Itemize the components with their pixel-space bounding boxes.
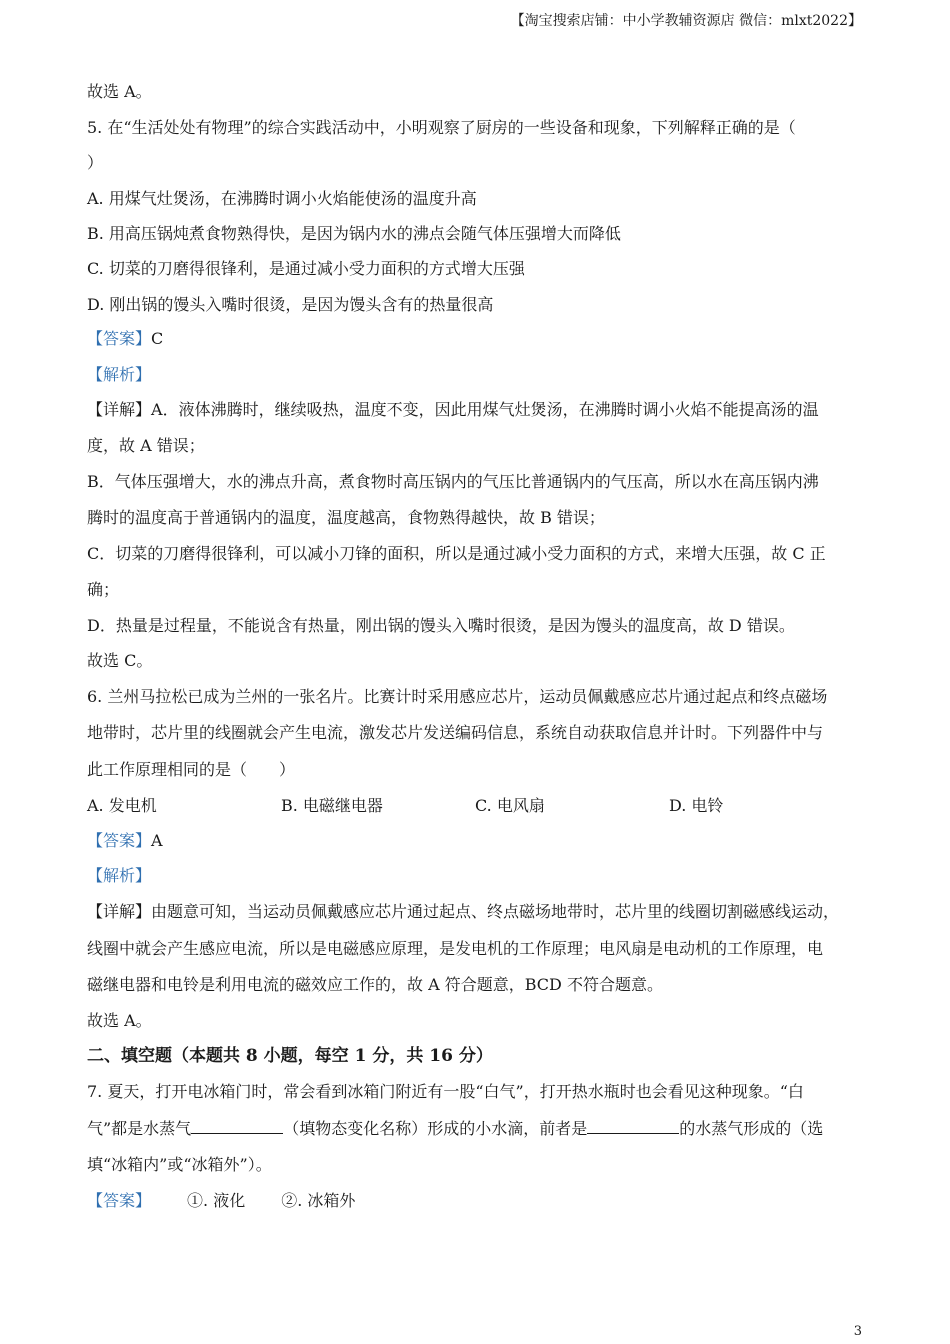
q7-stem-line-3: 填“冰箱内”或“冰箱外”）。 [87,1155,272,1174]
q5-answer-value: C [151,329,164,348]
q7-answer [87,1191,355,1211]
answer-tag: 【答案】 [87,1191,152,1210]
q6-stem-line-1: 6. 兰州马拉松已成为兰州的一张名片。比赛计时采用感应芯片，运动员佩戴感应芯片通过起点和终点磁场 [87,687,828,706]
q6-option-b: B. 电磁继电器 [281,796,383,815]
q7-answer-2: ②. 冰箱外 [281,1191,356,1210]
q6-option-a: A. 发电机 [87,796,157,815]
q5-answer [87,329,163,349]
prev-conclusion: 故选 A。 [87,82,152,101]
q6-answer [87,831,163,851]
q5-detail-line-7: D．热量是过程量，不能说含有热量，刚出锅的馒头入嘴时很烫，是因为馒头的温度高，故 D 错误。 [87,616,795,635]
page-header: 【淘宝搜索店铺：中小学教辅资源店 微信：mlxt2022】 [510,13,862,29]
q5-detail-line-2: 度，故 A 错误； [87,436,205,455]
q5-option-b: B. 用高压锅炖煮食物熟得快，是因为锅内水的沸点会随气体压强增大而降低 [87,224,621,243]
fill-blank-1[interactable] [191,1119,283,1134]
q7-stem-part-c: 的水蒸气形成的（选 [679,1119,824,1138]
q7-stem-part-a: 气”都是水蒸气 [87,1119,192,1138]
q5-option-c: C. 切菜的刀磨得很锋利，是通过减小受力面积的方式增大压强 [87,259,525,278]
q6-answer-value: A [151,831,163,850]
q6-detail-line-3: 磁继电器和电铃是利用电流的磁效应工作的，故 A 符合题意，BCD 不符合题意。 [87,975,663,994]
q6-analysis-tag: 【解析】 [87,866,152,885]
q6-conclusion: 故选 A。 [87,1011,152,1030]
detail-tag: 【详解】 [87,902,152,921]
section-title: 二、填空题（本题共 8 小题，每空 1 分，共 16 分） [87,1046,493,1066]
q5-conclusion: 故选 C。 [87,651,153,670]
q5-stem-line-1: 5. 在“生活处处有物理”的综合实践活动中，小明观察了厨房的一些设备和现象，下列解释正确的是（ [87,118,796,137]
q5-detail-text-1: A．液体沸腾时，继续吸热，温度不变，因此用煤气灶煲汤，在沸腾时调小火焰不能提高汤的温 [151,400,819,419]
q5-detail-line-4: 腾时的温度高于普通锅内的温度，温度越高，食物熟得越快，故 B 错误； [87,508,605,527]
q6-option-d: D. 电铃 [669,796,724,815]
q7-stem-part-b: （填物态变化名称）形成的小水滴，前者是 [283,1119,588,1138]
detail-tag: 【详解】 [87,400,152,419]
q7-answer-1: ①. 液化 [187,1191,246,1210]
q6-option-c: C. 电风扇 [475,796,545,815]
q6-stem-line-3: 此工作原理相同的是（ ） [87,760,296,779]
q5-analysis-tag: 【解析】 [87,365,152,384]
q5-detail-line-5: C．切菜的刀磨得很锋利，可以减小刀锋的面积，所以是通过减小受力面积的方式，来增大压强，故 C 正 [87,544,826,563]
q6-detail-line-2: 线圈中就会产生感应电流，所以是电磁感应原理，是发电机的工作原理；电风扇是电动机的工作原理，电 [87,939,824,958]
fill-blank-2[interactable] [587,1119,679,1134]
q5-detail-line-3: B．气体压强增大，水的沸点升高，煮食物时高压锅内的气压比普通锅内的气压高，所以水在高压锅内沸 [87,472,819,491]
q5-stem-line-2: ） [87,153,104,172]
answer-tag: 【答案】 [87,329,152,348]
q7-stem-line-1: 7. 夏天，打开电冰箱门时，常会看到冰箱门附近有一股“白气”，打开热水瓶时也会看见这种现象。“白 [87,1082,804,1101]
q6-detail-line-1 [87,902,839,922]
q7-stem-line-2 [87,1119,823,1139]
q6-stem-line-2: 地带时，芯片里的线圈就会产生电流，激发芯片发送编码信息，系统自动获取信息并计时。下列器件中与 [87,723,824,742]
q5-detail-line-6: 确； [87,580,120,599]
page-number: 3 [853,1324,862,1339]
q5-detail-line-1 [87,400,819,420]
q5-option-d: D. 刚出锅的馒头入嘴时很烫，是因为馒头含有的热量很高 [87,295,494,314]
q6-detail-text-1: 由题意可知，当运动员佩戴感应芯片通过起点、终点磁场地带时，芯片里的线圈切割磁感线运动， [151,902,840,921]
answer-tag: 【答案】 [87,831,152,850]
q5-option-a: A. 用煤气灶煲汤，在沸腾时调小火焰能使汤的温度升高 [87,189,477,208]
